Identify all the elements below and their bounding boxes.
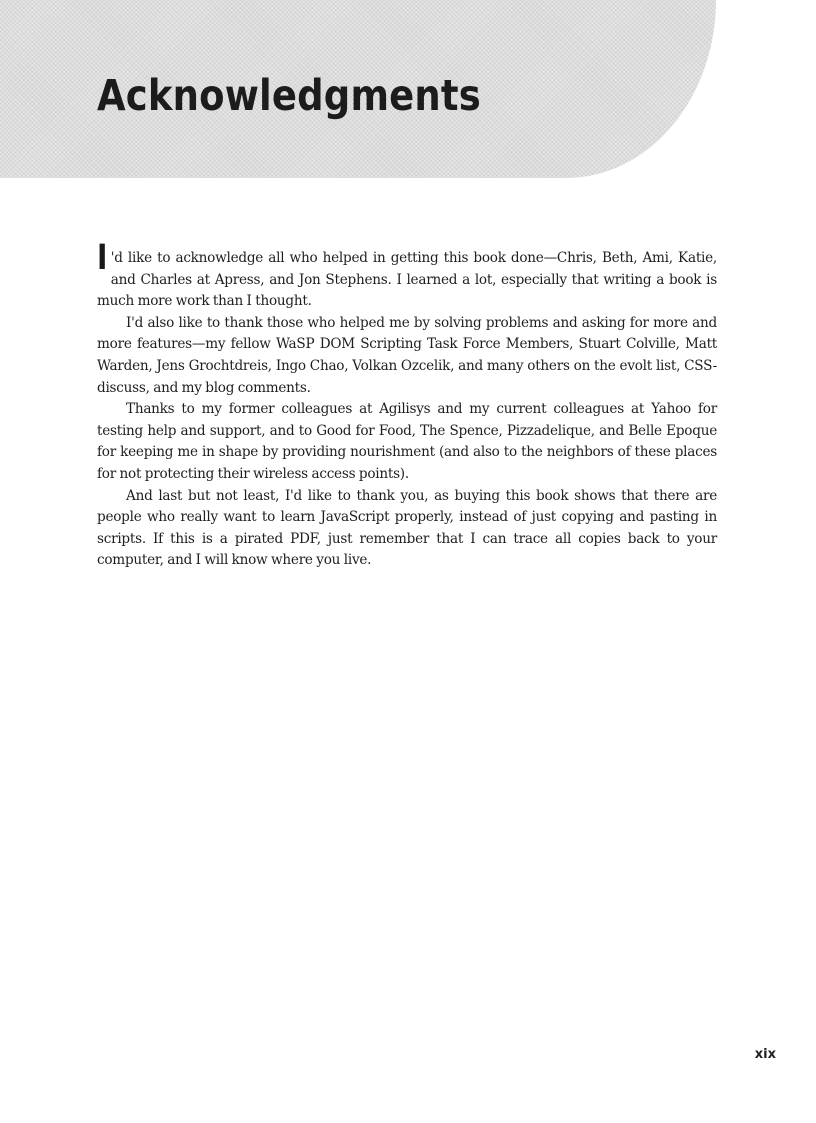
page-number: xix (754, 1047, 776, 1062)
acknowledgments-body (97, 238, 717, 572)
paragraph-1 (97, 238, 717, 313)
chapter-title: Acknowledgments (97, 71, 481, 121)
paragraph-2: I'd also like to thank those who helped me by solving problems and asking for more and more features—my fellow WaSP DOM Scripting Task Force Members, Stuart Colville, Matt Warden, Jens Grochtdreis, Ingo Chao, Volkan Ozcelik, and many others on the evolt list, CSS-discuss, and my blog comments. (97, 314, 717, 396)
paragraph-3: Thanks to my former colleagues at Agilisys and my current colleagues at Yahoo for testing help and support, and to Good for Food, The Spence, Pizzadelique, and Belle Epoque for keeping me in shape by providing nourishment (and also to the neighbors of these places for not protecting their wireless access points). (97, 401, 717, 482)
paragraph-4: And last but not least, I'd like to thank you, as buying this book shows that there are people who really want to learn JavaScript properly, instead of just copying and pasting in scripts. If this is a pirated PDF, just remember that I can trace all copies back to your computer, and I will know where you live. (97, 487, 717, 569)
paragraph-1-text: 'd like to acknowledge all who helped in getting this book done—Chris, Beth, Ami, Katie, and Charles at Apress, and Jon Stephens. I learned a lot, especially that writing a book is much more work than I thought. (97, 250, 717, 310)
drop-cap: I (97, 238, 108, 278)
